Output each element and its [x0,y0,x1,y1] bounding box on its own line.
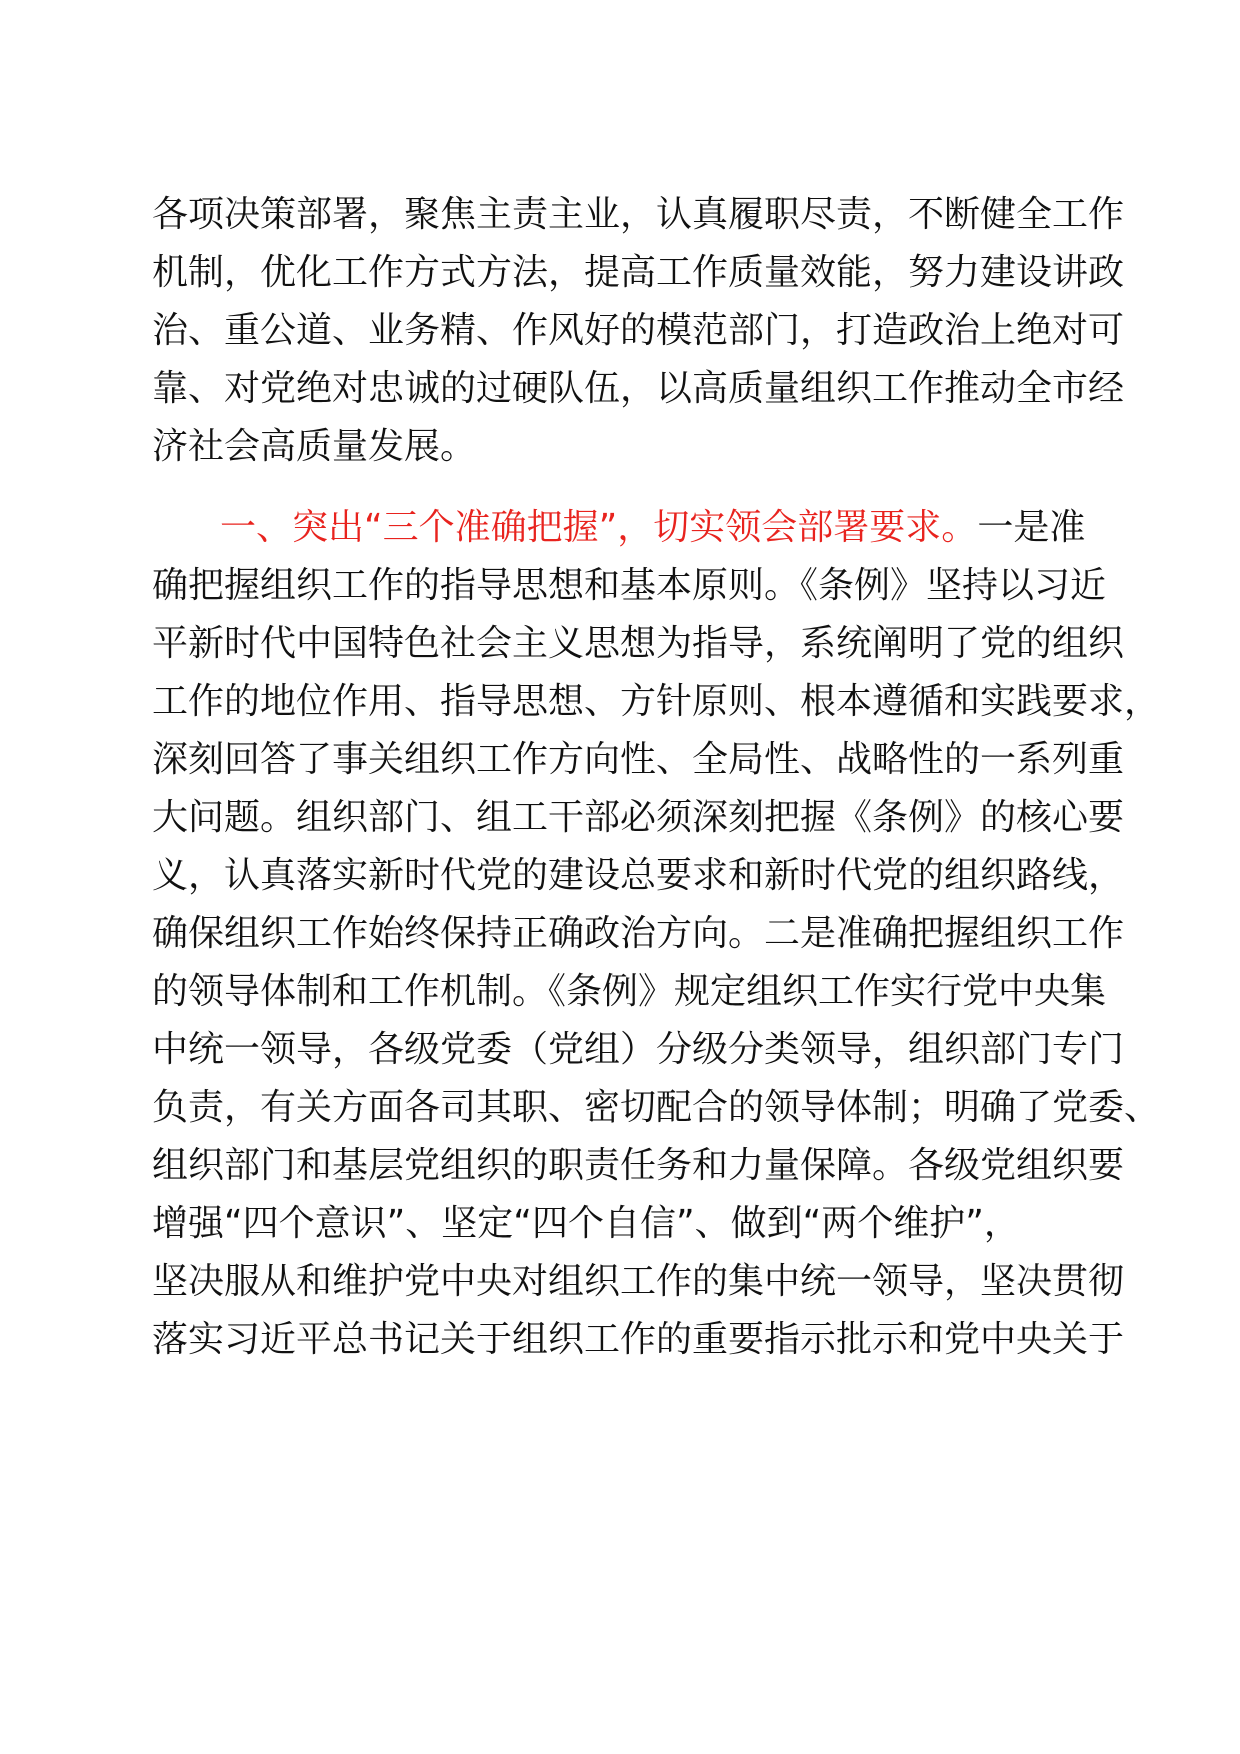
body-line: 大问题。组织部门、组工干部必须深刻把握《条例》的核心要 [152,797,1125,838]
body-line: 治、重公道、业务精、作风好的模范部门，打造政治上绝对可 [152,310,1125,351]
section-heading-line [220,496,1160,560]
body-line: 济社会高质量发展。 [152,426,477,467]
body-line: 靠、对党绝对忠诚的过硬队伍，以高质量组织工作推动全市经 [152,368,1125,409]
section-heading: 一、突出“三个准确把握”，切实领会部署要求。 [220,507,978,548]
body-line: 坚决服从和维护党中央对组织工作的集中统一领导，坚决贯彻 [152,1261,1125,1302]
body-line: 工作的地位作用、指导思想、方针原则、根本遵循和实践要求， [152,681,1161,722]
body-line: 负责，有关方面各司其职、密切配合的领导体制；明确了党委、 [152,1087,1161,1128]
body-line: 中统一领导，各级党委（党组）分级分类领导，组织部门专门 [152,1029,1125,1070]
body-line: 的领导体制和工作机制。《条例》规定组织工作实行党中央集 [152,971,1107,1012]
body-line: 机制，优化工作方式方法，提高工作质量效能，努力建设讲政 [152,252,1125,293]
body-line: 确把握组织工作的指导思想和基本原则。《条例》坚持以习近 [152,565,1107,606]
heading-line-continuation: 一是准 [977,507,1086,548]
body-line: 落实习近平总书记关于组织工作的重要指示批示和党中央关于 [152,1319,1125,1360]
body-line: 平新时代中国特色社会主义思想为指导，系统阐明了党的组织 [152,623,1125,664]
body-line: 确保组织工作始终保持正确政治方向。二是准确把握组织工作 [152,913,1125,954]
body-line: 深刻回答了事关组织工作方向性、全局性、战略性的一系列重 [152,739,1125,780]
body-line: 义，认真落实新时代党的建设总要求和新时代党的组织路线， [152,855,1125,896]
body-line: 增强“四个意识”、坚定“四个自信”、做到“两个维护”， [152,1203,1020,1244]
body-line: 组织部门和基层党组织的职责任务和力量保障。各级党组织要 [152,1145,1125,1186]
body-line: 各项决策部署，聚焦主责主业，认真履职尽责，不断健全工作 [152,194,1125,235]
